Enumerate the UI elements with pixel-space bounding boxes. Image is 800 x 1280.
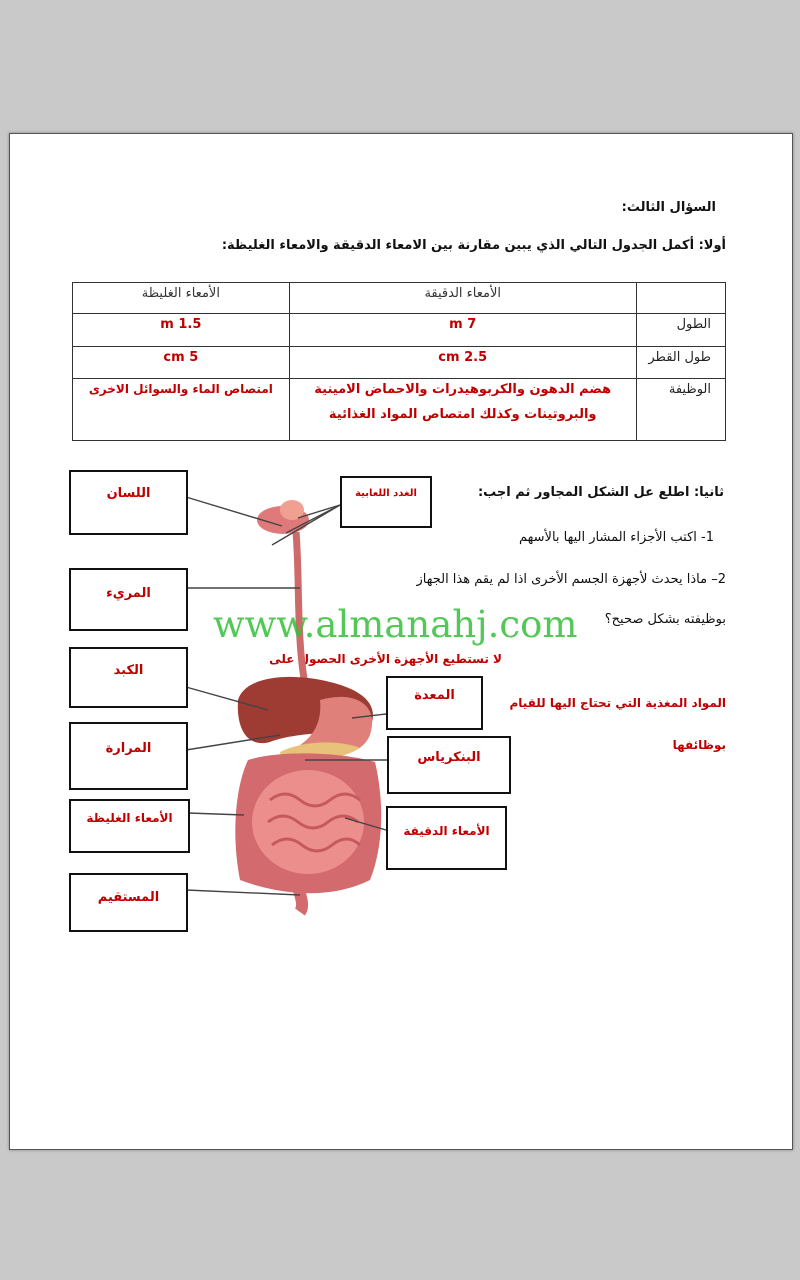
label-box-stomach: المعدة (386, 676, 483, 730)
label-box-pancreas: البنكرياس (387, 736, 511, 794)
small-length-value: 7 m (289, 314, 636, 347)
label-box-salivary: الغدد اللعابية (340, 476, 432, 528)
row-label-length: الطول (636, 314, 725, 347)
question-1: 1- اكتب الأجزاء المشار اليها بالأسهم (519, 530, 714, 545)
label-box-liver: الكبد (69, 647, 188, 708)
label-box-gallbladder: المرارة (69, 722, 188, 790)
answer-line1: لا تستطيع الأجهزة الأخرى الحصول على (269, 652, 502, 666)
question-2-line1: 2– ماذا يحدث لأجهزة الجسم الأخرى اذا لم يقم هذا الجهاز (416, 572, 726, 587)
part1-instruction: أولا: أكمل الجدول التالي الذي يبين مقارنة بين الامعاء الدقيقة والامعاء الغليظة: (221, 238, 726, 253)
answer-line3: بوظائفها (672, 738, 726, 752)
label-box-small-intestine: الأمعاء الدقيقة (386, 806, 507, 870)
small-diameter-value: 2.5 cm (289, 347, 636, 379)
label-box-rectum: المستقيم (69, 873, 188, 932)
header-large-intestine: الأمعاء الغليظة (73, 283, 290, 314)
large-length-value: 1.5 m (73, 314, 290, 347)
question-2-line2: بوظيفته بشكل صحيح؟ (604, 612, 726, 627)
label-box-large-intestine: الأمعاء الغليظة (69, 799, 190, 853)
answer-line2: المواد المغذية التي تحتاج اليها للقيام (509, 696, 726, 710)
label-box-tongue: اللسان (69, 470, 188, 535)
row-label-diameter: طول القطر (636, 347, 725, 379)
small-function-line1: هضم الدهون والكربوهيدرات والاحماض الامينية (314, 382, 612, 397)
small-function-line2: والبروتينات وكذلك امتصاص المواد الغذائية (328, 407, 597, 422)
large-diameter-value: 5 cm (73, 347, 290, 379)
question-heading: السؤال الثالث: (621, 200, 716, 215)
part2-instruction: ثانيا: اطلع عل الشكل المجاور ثم اجب: (477, 485, 724, 500)
row-label-function: الوظيفة (636, 379, 725, 441)
large-function-value: امتصاص الماء والسوائل الاخرى (73, 379, 290, 441)
header-small-intestine: الأمعاء الدقيقة (289, 283, 636, 314)
watermark: www.almanahj.com (213, 603, 578, 646)
label-box-esophagus: المريء (69, 568, 188, 631)
rectum-shape (296, 880, 302, 912)
